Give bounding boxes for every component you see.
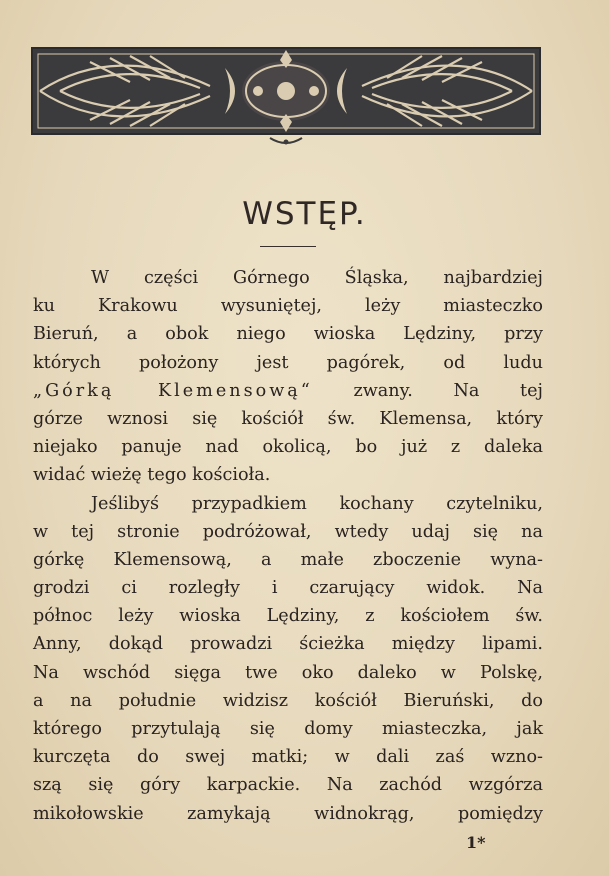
text-line: Na wschód sięga twe oko daleko w Polskę, [33,662,543,683]
text-line: w tej stronie podróżował, wtedy udaj się na [33,521,543,542]
text-line: którego przytulają się domy miasteczka, jak [33,719,543,739]
text-line: szą się góry karpackie. Na zachód wzgórza [33,775,543,796]
text-line: górze wznosi się kościół św. Klemensa, który [33,408,543,429]
text-line: górkę Klemensową, a małe zboczenie wyna- [33,549,543,570]
text-line: a na południe widzisz kościół Bieruński, do [33,690,543,711]
text-line: których położony jest pagórek, od ludu [33,352,543,373]
chapter-heading: WSTĘP. [242,196,367,232]
body-text [33,264,543,828]
heading-divider [260,246,316,247]
text-line: W części Górnego Śląska, najbardziej [91,268,543,288]
text-fragment: zwany. Na tej [312,380,543,401]
text-line: Anny, dokąd prowadzi ścieżka między lipami. [33,634,543,655]
text-line: kurczęta do swej matki; w dali zaś wzno- [33,747,543,768]
text-line: ku Krakowu wysuniętej, leży miasteczko [33,296,543,317]
text-line [33,377,543,405]
text-line: Jeślibyś przypadkiem kochany czytelniku, [91,493,543,514]
text-line: niejako panuje nad okolicą, bo już z daleka [33,437,543,458]
text-line: Bieruń, a obok niego wioska Lędziny, przy [33,324,543,345]
quoted-name: „Górką Klemensową“ [33,380,313,401]
text-line: grodzi ci rozległy i czarujący widok. Na [33,578,543,599]
text-line: widać wieżę tego kościoła. [33,465,271,486]
decorative-headpiece-icon [30,38,542,146]
text-line: północ leży wioska Lędziny, z kościołem św. [33,606,543,627]
page-number: 1* [466,833,486,852]
text-line: mikołowskie zamykają widnokrąg, pomiędzy [33,803,543,824]
